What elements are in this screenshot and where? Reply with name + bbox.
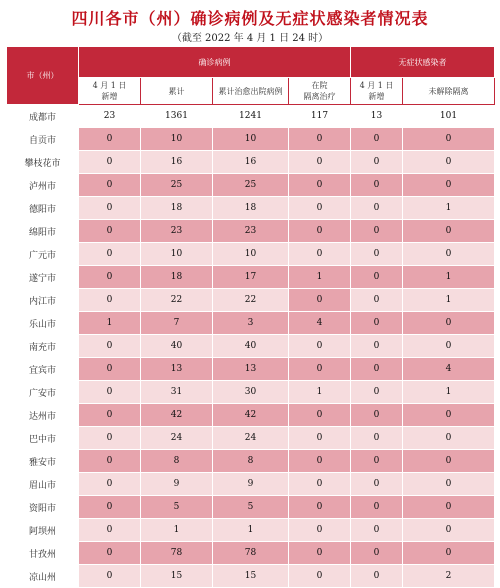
cell-new-asymptomatic: 0 <box>351 473 403 496</box>
cell-hospitalized: 0 <box>289 450 351 473</box>
table-row <box>7 381 495 404</box>
cell-hospitalized: 0 <box>289 404 351 427</box>
cell-total: 13 <box>141 358 213 381</box>
cell-city: 凉山州 <box>7 565 79 588</box>
cell-new-asymptomatic: 0 <box>351 427 403 450</box>
cell-city: 绵阳市 <box>7 220 79 243</box>
cell-hospitalized: 4 <box>289 312 351 335</box>
cell-city: 德阳市 <box>7 197 79 220</box>
cell-new-asymptomatic: 0 <box>351 335 403 358</box>
cell-under-isolation: 1 <box>403 266 495 289</box>
table-row <box>7 335 495 358</box>
cell-new-asymptomatic: 0 <box>351 519 403 542</box>
cell-total: 10 <box>141 243 213 266</box>
cell-new-asymptomatic: 0 <box>351 496 403 519</box>
cell-city: 成都市 <box>7 105 79 128</box>
cell-under-isolation: 0 <box>403 151 495 174</box>
cell-city: 雅安市 <box>7 450 79 473</box>
cell-recovered: 78 <box>213 542 289 565</box>
cell-recovered: 5 <box>213 496 289 519</box>
table-row <box>7 404 495 427</box>
cell-new-confirmed: 0 <box>79 542 141 565</box>
table-row <box>7 105 495 128</box>
cell-new-asymptomatic: 0 <box>351 266 403 289</box>
cell-recovered: 13 <box>213 358 289 381</box>
cell-new-confirmed: 0 <box>79 381 141 404</box>
cell-new-confirmed: 0 <box>79 197 141 220</box>
cell-city: 资阳市 <box>7 496 79 519</box>
cell-hospitalized: 0 <box>289 197 351 220</box>
cell-under-isolation: 0 <box>403 335 495 358</box>
cell-recovered: 10 <box>213 128 289 151</box>
cell-recovered: 17 <box>213 266 289 289</box>
cell-total: 15 <box>141 565 213 588</box>
cell-city: 泸州市 <box>7 174 79 197</box>
header-new-confirmed: 4 月 1 日 新增 <box>79 78 141 105</box>
cell-total: 1361 <box>141 105 213 128</box>
cell-recovered: 16 <box>213 151 289 174</box>
cell-recovered: 15 <box>213 565 289 588</box>
cell-new-confirmed: 0 <box>79 496 141 519</box>
cell-city: 宜宾市 <box>7 358 79 381</box>
cell-new-confirmed: 1 <box>79 312 141 335</box>
cell-total: 23 <box>141 220 213 243</box>
table-row <box>7 519 495 542</box>
header-under-isolation: 未解除隔离 <box>403 78 495 105</box>
cell-under-isolation: 0 <box>403 404 495 427</box>
cell-recovered: 42 <box>213 404 289 427</box>
cell-new-asymptomatic: 0 <box>351 565 403 588</box>
table-row <box>7 174 495 197</box>
cell-hospitalized: 0 <box>289 496 351 519</box>
cell-total: 1 <box>141 519 213 542</box>
cell-total: 40 <box>141 335 213 358</box>
table-row <box>7 128 495 151</box>
cell-hospitalized: 1 <box>289 381 351 404</box>
table-row <box>7 266 495 289</box>
cell-city: 广元市 <box>7 243 79 266</box>
cell-new-confirmed: 0 <box>79 565 141 588</box>
table-row <box>7 151 495 174</box>
header-hospitalized: 在院 隔离治疗 <box>289 78 351 105</box>
cell-hospitalized: 0 <box>289 542 351 565</box>
cell-city: 乐山市 <box>7 312 79 335</box>
cell-hospitalized: 0 <box>289 174 351 197</box>
table-body <box>7 105 495 588</box>
cell-new-confirmed: 23 <box>79 105 141 128</box>
cell-under-isolation: 0 <box>403 496 495 519</box>
cell-total: 78 <box>141 542 213 565</box>
cell-total: 25 <box>141 174 213 197</box>
cell-under-isolation: 0 <box>403 220 495 243</box>
cell-new-confirmed: 0 <box>79 473 141 496</box>
cell-recovered: 24 <box>213 427 289 450</box>
cell-city: 攀枝花市 <box>7 151 79 174</box>
cell-recovered: 8 <box>213 450 289 473</box>
cell-under-isolation: 1 <box>403 197 495 220</box>
cell-new-asymptomatic: 0 <box>351 542 403 565</box>
cell-new-confirmed: 0 <box>79 151 141 174</box>
header-confirmed-group: 确诊病例 <box>79 47 351 78</box>
cell-new-asymptomatic: 0 <box>351 312 403 335</box>
table-row <box>7 197 495 220</box>
cell-city: 自贡市 <box>7 128 79 151</box>
cell-city: 达州市 <box>7 404 79 427</box>
table-row <box>7 312 495 335</box>
cell-new-confirmed: 0 <box>79 174 141 197</box>
cell-hospitalized: 0 <box>289 473 351 496</box>
cell-new-confirmed: 0 <box>79 289 141 312</box>
cell-new-asymptomatic: 0 <box>351 358 403 381</box>
cell-total: 22 <box>141 289 213 312</box>
cell-under-isolation: 1 <box>403 289 495 312</box>
cell-hospitalized: 0 <box>289 565 351 588</box>
cell-under-isolation: 4 <box>403 358 495 381</box>
cell-new-asymptomatic: 0 <box>351 174 403 197</box>
cell-new-asymptomatic: 0 <box>351 381 403 404</box>
cell-recovered: 30 <box>213 381 289 404</box>
cell-total: 10 <box>141 128 213 151</box>
cell-city: 南充市 <box>7 335 79 358</box>
table-row <box>7 450 495 473</box>
header-recovered: 累计治愈出院病例 <box>213 78 289 105</box>
cell-total: 31 <box>141 381 213 404</box>
cell-city: 甘孜州 <box>7 542 79 565</box>
cell-new-asymptomatic: 0 <box>351 404 403 427</box>
cell-new-confirmed: 0 <box>79 427 141 450</box>
cell-city: 遂宁市 <box>7 266 79 289</box>
cell-recovered: 1241 <box>213 105 289 128</box>
cell-city: 广安市 <box>7 381 79 404</box>
cell-hospitalized: 0 <box>289 427 351 450</box>
cell-total: 18 <box>141 266 213 289</box>
cell-new-confirmed: 0 <box>79 128 141 151</box>
cell-new-confirmed: 0 <box>79 266 141 289</box>
page-subtitle: （截至 2022 年 4 月 1 日 24 时） <box>171 33 329 44</box>
cell-hospitalized: 117 <box>289 105 351 128</box>
cell-recovered: 18 <box>213 197 289 220</box>
table-row <box>7 542 495 565</box>
cell-total: 8 <box>141 450 213 473</box>
cell-under-isolation: 0 <box>403 243 495 266</box>
cell-total: 5 <box>141 496 213 519</box>
table-row <box>7 427 495 450</box>
table-row <box>7 496 495 519</box>
page-title: 四川各市（州）确诊病例及无症状感染者情况表 <box>71 9 429 28</box>
cell-under-isolation: 0 <box>403 312 495 335</box>
cell-total: 9 <box>141 473 213 496</box>
cell-new-confirmed: 0 <box>79 243 141 266</box>
cell-recovered: 25 <box>213 174 289 197</box>
header-total: 累计 <box>141 78 213 105</box>
cell-city: 眉山市 <box>7 473 79 496</box>
cell-city: 巴中市 <box>7 427 79 450</box>
table-row <box>7 289 495 312</box>
header-city: 市（州） <box>7 47 79 105</box>
cell-city: 阿坝州 <box>7 519 79 542</box>
cell-new-confirmed: 0 <box>79 450 141 473</box>
header-new-asymptomatic: 4 月 1 日 新增 <box>351 78 403 105</box>
cell-total: 16 <box>141 151 213 174</box>
cell-city: 内江市 <box>7 289 79 312</box>
cell-recovered: 3 <box>213 312 289 335</box>
cell-new-asymptomatic: 0 <box>351 289 403 312</box>
cell-new-asymptomatic: 0 <box>351 220 403 243</box>
cell-hospitalized: 0 <box>289 289 351 312</box>
cell-recovered: 9 <box>213 473 289 496</box>
cell-under-isolation: 0 <box>403 174 495 197</box>
cell-new-confirmed: 0 <box>79 404 141 427</box>
cell-recovered: 10 <box>213 243 289 266</box>
table-row <box>7 358 495 381</box>
cell-new-confirmed: 0 <box>79 358 141 381</box>
cell-hospitalized: 0 <box>289 220 351 243</box>
cell-total: 18 <box>141 197 213 220</box>
cell-new-asymptomatic: 0 <box>351 450 403 473</box>
cell-hospitalized: 0 <box>289 243 351 266</box>
cell-hospitalized: 1 <box>289 266 351 289</box>
cell-under-isolation: 101 <box>403 105 495 128</box>
cell-new-asymptomatic: 0 <box>351 197 403 220</box>
table-row <box>7 473 495 496</box>
header-asymptomatic-group: 无症状感染者 <box>351 47 495 78</box>
table-row <box>7 220 495 243</box>
cell-total: 7 <box>141 312 213 335</box>
cell-hospitalized: 0 <box>289 335 351 358</box>
cell-recovered: 22 <box>213 289 289 312</box>
cell-under-isolation: 2 <box>403 565 495 588</box>
cell-new-confirmed: 0 <box>79 335 141 358</box>
cell-new-confirmed: 0 <box>79 220 141 243</box>
cell-new-asymptomatic: 0 <box>351 128 403 151</box>
cell-new-confirmed: 0 <box>79 519 141 542</box>
table-row <box>7 565 495 588</box>
cell-recovered: 1 <box>213 519 289 542</box>
cell-hospitalized: 0 <box>289 519 351 542</box>
cell-total: 24 <box>141 427 213 450</box>
cell-hospitalized: 0 <box>289 128 351 151</box>
cell-hospitalized: 0 <box>289 358 351 381</box>
cell-recovered: 23 <box>213 220 289 243</box>
cell-under-isolation: 0 <box>403 450 495 473</box>
table-row <box>7 243 495 266</box>
cell-new-asymptomatic: 13 <box>351 105 403 128</box>
cell-total: 42 <box>141 404 213 427</box>
cell-hospitalized: 0 <box>289 151 351 174</box>
cell-under-isolation: 0 <box>403 427 495 450</box>
cell-new-asymptomatic: 0 <box>351 243 403 266</box>
cases-table <box>6 46 495 588</box>
cell-recovered: 40 <box>213 335 289 358</box>
cell-under-isolation: 0 <box>403 542 495 565</box>
cell-under-isolation: 0 <box>403 519 495 542</box>
cell-under-isolation: 1 <box>403 381 495 404</box>
cell-under-isolation: 0 <box>403 128 495 151</box>
cell-new-asymptomatic: 0 <box>351 151 403 174</box>
cell-under-isolation: 0 <box>403 473 495 496</box>
